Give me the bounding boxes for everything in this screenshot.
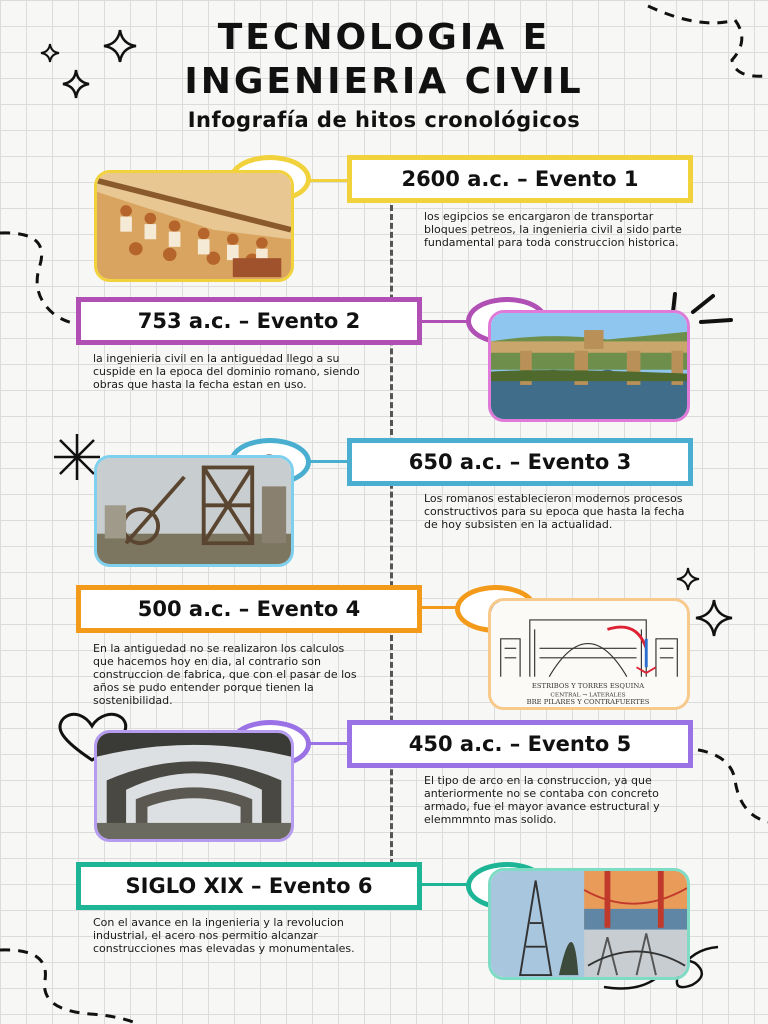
connector-line	[418, 320, 473, 323]
steel-structures-image	[488, 868, 690, 980]
dashed-curve-icon	[640, 0, 768, 90]
roman-bridge-image	[488, 310, 690, 422]
connector-line	[305, 742, 350, 745]
page-title-line2: INGENIERIA CIVIL	[184, 61, 584, 102]
event-1-title: 2600 a.c. – Evento 1	[347, 155, 693, 203]
diagram-caption-2: CENTRAL → LATERALES	[550, 692, 626, 699]
event-1-description: los egipcios se encargaron de transportar bloques petreos, la ingenieria civil a sido parte fundamental para toda construccion historica.	[424, 210, 682, 249]
event-6-description: Con el avance en la ingenieria y la revolucion industrial, el acero nos permitio alcanzar construcciones mas elevadas y monumentales.	[93, 916, 355, 955]
page-subtitle: Infografía de hitos cronológicos	[187, 108, 581, 132]
page-title-line1: TECNOLOGIA E	[217, 17, 551, 58]
event-6-title: SIGLO XIX – Evento 6	[76, 862, 422, 910]
connector-line	[305, 179, 350, 182]
event-5-description: El tipo de arco en la construccion, ya que anteriormente no se contaba con concreto armado, fue el mayor avance estructural y elemmmnto mas solido.	[424, 774, 660, 826]
diagram-caption-3: BRE PILARES Y CONTRAFUERTES	[526, 698, 650, 707]
egyptian-workers-image	[94, 170, 294, 282]
cathedral-diagram-image	[488, 598, 690, 710]
diagram-caption-1: ESTRIBOS Y TORRES ESQUINA	[531, 682, 645, 691]
event-2-description: la ingenieria civil en la antiguedad llego a su cuspide en la epoca del dominio romano, siendo obras que hasta la fecha estan en uso.	[93, 352, 360, 391]
connector-line	[305, 460, 350, 463]
event-5-title: 450 a.c. – Evento 5	[347, 720, 693, 768]
connector-line	[418, 883, 473, 886]
event-2-title: 753 a.c. – Evento 2	[76, 297, 422, 345]
stone-arches-image	[94, 730, 294, 842]
event-4-description: En la antiguedad no se realizaron los calculos que hacemos hoy en dia, al contrario son construccion de fabrica, que con el pasar de los años se pudo entender porque tienen la sostenibilidad.	[93, 642, 357, 707]
event-3-description: Los romanos establecieron modernos procesos constructivos para su epoca que hasta la fecha de hoy subsisten en la actualidad.	[424, 492, 685, 531]
event-3-title: 650 a.c. – Evento 3	[347, 438, 693, 486]
roman-crane-image	[94, 455, 294, 567]
event-4-title: 500 a.c. – Evento 4	[76, 585, 422, 633]
sparkle-icon	[32, 22, 162, 107]
